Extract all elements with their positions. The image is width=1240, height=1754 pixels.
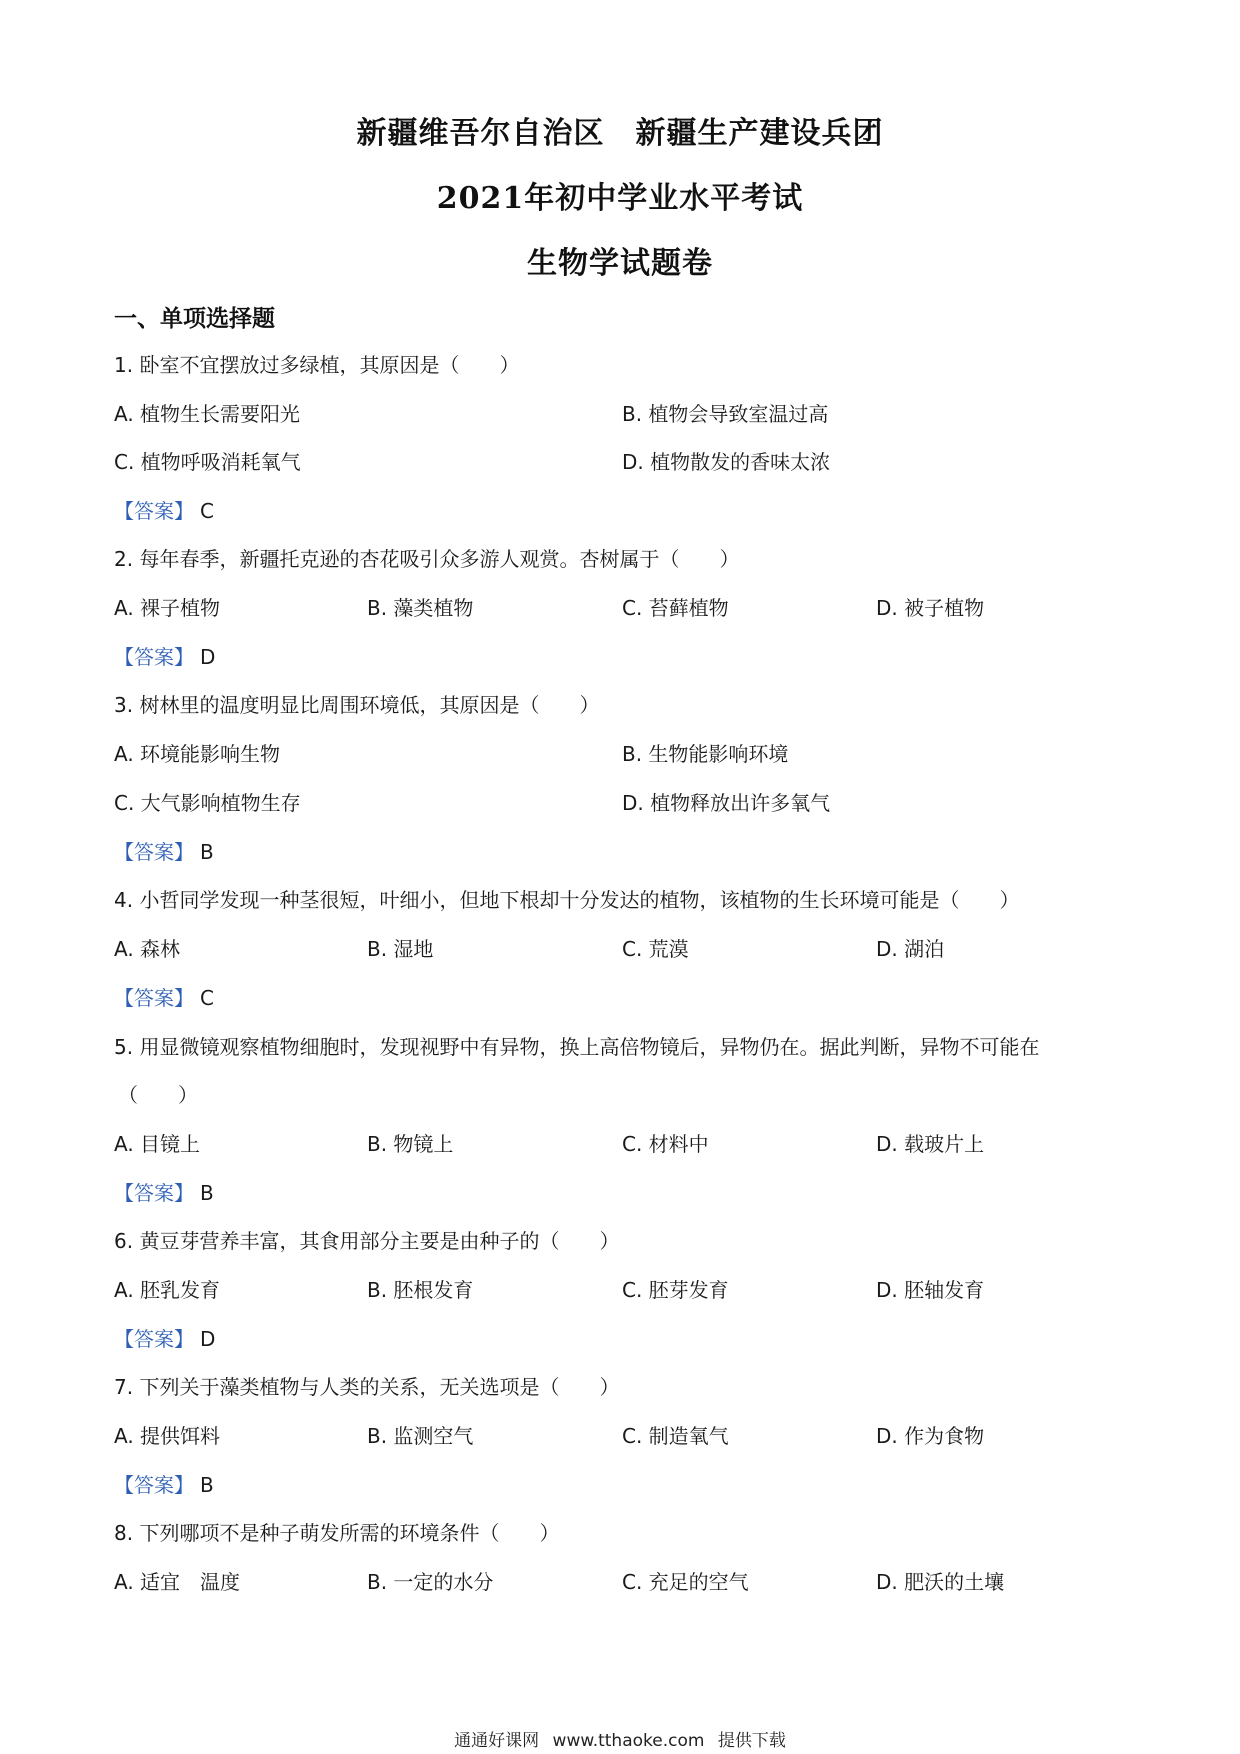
- question-stem: 3. 树林里的温度明显比周围环境低，其原因是（ ）: [114, 693, 600, 717]
- option-d: D. 被子植物: [876, 596, 985, 620]
- answer-line: [114, 1326, 215, 1352]
- answer-label: 【答案】: [114, 840, 194, 864]
- exam-title-region: 新疆维吾尔自治区 新疆生产建设兵团: [356, 116, 884, 151]
- option-b: B. 植物会导致室温过高: [622, 402, 829, 426]
- option-b: B. 藻类植物: [367, 596, 474, 620]
- option-a: A. 森林: [114, 937, 181, 961]
- question-stem: 4. 小哲同学发现一种茎很短，叶细小，但地下根却十分发达的植物，该植物的生长环境可能是（ ）: [114, 888, 1020, 912]
- option-b: B. 物镜上: [367, 1132, 454, 1156]
- question-stem-continued: （ ）: [118, 1083, 198, 1107]
- answer-line: [114, 498, 214, 524]
- footer-url-link[interactable]: www.tthaoke.com: [552, 1731, 705, 1751]
- option-a: A. 适宜 温度: [114, 1570, 241, 1594]
- answer-label: 【答案】: [114, 499, 194, 523]
- option-d: D. 植物散发的香味太浓: [622, 450, 831, 474]
- option-a: A. 目镜上: [114, 1132, 201, 1156]
- question-stem: 1. 卧室不宜摆放过多绿植，其原因是（ ）: [114, 353, 520, 377]
- answer-line: [114, 985, 214, 1011]
- answer-value: C: [200, 986, 214, 1010]
- option-c: C. 材料中: [622, 1132, 709, 1156]
- answer-line: [114, 1472, 214, 1498]
- answer-value: D: [200, 1327, 216, 1351]
- option-d: D. 肥沃的土壤: [876, 1570, 1005, 1594]
- answer-label: 【答案】: [114, 1327, 194, 1351]
- page-footer: [0, 1726, 1240, 1751]
- question-stem: 8. 下列哪项不是种子萌发所需的环境条件（ ）: [114, 1521, 560, 1545]
- option-b: B. 监测空气: [367, 1424, 474, 1448]
- answer-line: [114, 839, 214, 865]
- option-c: C. 荒漠: [622, 937, 689, 961]
- question-stem: 2. 每年春季，新疆托克逊的杏花吸引众多游人观赏。杏树属于（ ）: [114, 547, 740, 571]
- option-c: C. 制造氧气: [622, 1424, 729, 1448]
- option-d: D. 湖泊: [876, 937, 945, 961]
- footer-site-name: 通通好课网: [454, 1731, 540, 1751]
- option-c: C. 苔藓植物: [622, 596, 729, 620]
- answer-line: [114, 1180, 214, 1206]
- question-stem: 6. 黄豆芽营养丰富，其食用部分主要是由种子的（ ）: [114, 1229, 620, 1253]
- answer-line: [114, 644, 215, 670]
- question-stem: 5. 用显微镜观察植物细胞时，发现视野中有异物，换上高倍物镜后，异物仍在。据此判断，异物不可能在: [114, 1035, 1040, 1059]
- option-a: A. 环境能影响生物: [114, 742, 281, 766]
- answer-value: D: [200, 645, 216, 669]
- option-c: C. 植物呼吸消耗氧气: [114, 450, 301, 474]
- exam-title-year: 2021年初中学业水平考试: [436, 181, 804, 216]
- question-stem: 7. 下列关于藻类植物与人类的关系，无关选项是（ ）: [114, 1375, 620, 1399]
- option-a: A. 植物生长需要阳光: [114, 402, 301, 426]
- option-d: D. 胚轴发育: [876, 1278, 985, 1302]
- option-d: D. 作为食物: [876, 1424, 985, 1448]
- answer-label: 【答案】: [114, 645, 194, 669]
- exam-title-subject: 生物学试题卷: [527, 246, 713, 281]
- option-b: B. 胚根发育: [367, 1278, 474, 1302]
- answer-label: 【答案】: [114, 986, 194, 1010]
- option-a: A. 胚乳发育: [114, 1278, 221, 1302]
- answer-value: B: [200, 1181, 214, 1205]
- answer-value: B: [200, 840, 214, 864]
- option-b: B. 一定的水分: [367, 1570, 494, 1594]
- section-heading: 一、单项选择题: [114, 306, 275, 332]
- option-a: A. 裸子植物: [114, 596, 221, 620]
- option-b: B. 生物能影响环境: [622, 742, 789, 766]
- footer-note: 提供下载: [717, 1731, 786, 1751]
- answer-label: 【答案】: [114, 1181, 194, 1205]
- option-b: B. 湿地: [367, 937, 434, 961]
- answer-value: C: [200, 499, 214, 523]
- option-d: D. 植物释放出许多氧气: [622, 791, 831, 815]
- option-c: C. 大气影响植物生存: [114, 791, 301, 815]
- option-a: A. 提供饵料: [114, 1424, 221, 1448]
- option-c: C. 充足的空气: [622, 1570, 749, 1594]
- option-c: C. 胚芽发育: [622, 1278, 729, 1302]
- answer-value: B: [200, 1473, 214, 1497]
- option-d: D. 载玻片上: [876, 1132, 985, 1156]
- answer-label: 【答案】: [114, 1473, 194, 1497]
